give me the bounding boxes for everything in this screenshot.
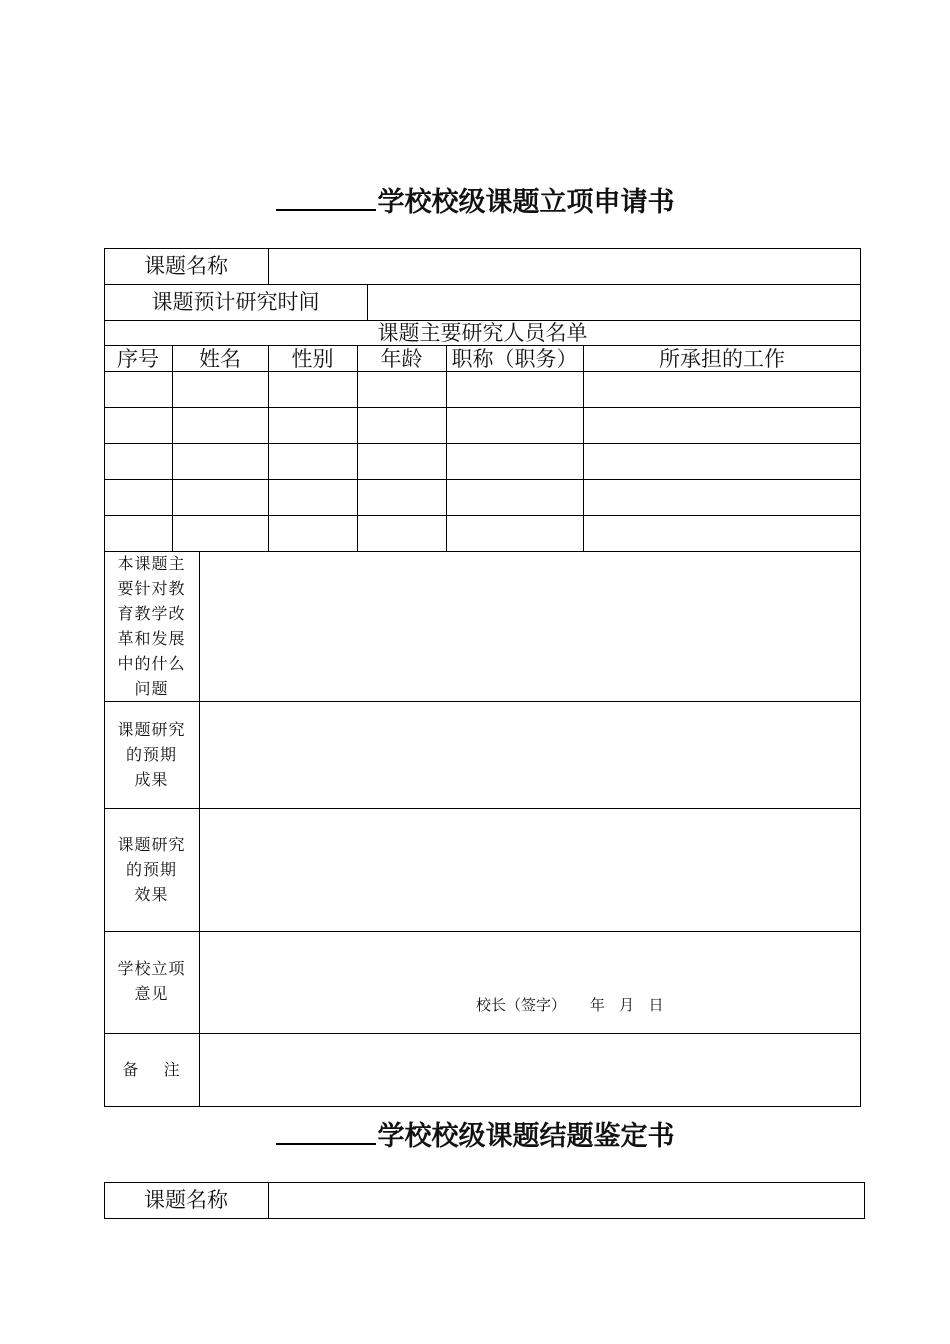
col-header-index: 序号	[117, 347, 159, 371]
row-divider	[104, 479, 861, 480]
principal-signature-line: 校长（签字） 年 月 日	[476, 996, 664, 1014]
title-blank-line	[276, 1119, 376, 1145]
members-heading: 课题主要研究人员名单	[377, 321, 588, 345]
project-name-field[interactable]	[269, 254, 860, 278]
col-divider	[268, 345, 269, 551]
effect-label	[104, 832, 199, 907]
col-header-age: 年龄	[380, 347, 423, 371]
table-row[interactable]	[104, 522, 861, 546]
issue-label-line: 革和发展	[117, 629, 186, 648]
effect-label-line: 效果	[134, 885, 169, 904]
table-row[interactable]	[104, 450, 861, 474]
row-divider	[104, 443, 861, 444]
project-name-label: 课题名称	[144, 254, 228, 278]
row-divider	[104, 515, 861, 516]
effect-label-line: 的预期	[125, 860, 177, 879]
table-row[interactable]	[104, 378, 861, 402]
col-divider	[446, 345, 447, 551]
outcome-label-line: 的预期	[125, 745, 177, 764]
issue-label	[104, 551, 199, 701]
issue-label-line: 要针对教	[117, 579, 186, 598]
title-blank-line	[276, 185, 376, 211]
col-divider	[583, 345, 584, 551]
opinion-label	[104, 956, 199, 1006]
col-header-gender: 性别	[291, 347, 334, 371]
issue-label-line: 育教学改	[117, 604, 186, 623]
outcome-field[interactable]	[200, 702, 860, 807]
completion-title-text: 学校校级课题结题鉴定书	[377, 1121, 675, 1152]
issue-label-line: 本课题主	[117, 554, 186, 573]
row-divider	[104, 371, 861, 372]
outcome-label-line: 课题研究	[117, 720, 186, 739]
completion-title	[0, 1114, 950, 1153]
col-divider	[357, 345, 358, 551]
completion-project-name-field[interactable]	[269, 1188, 864, 1212]
remarks-label: 备 注	[122, 1060, 181, 1079]
research-time-field[interactable]	[368, 290, 860, 314]
remarks-field[interactable]	[200, 1034, 860, 1106]
outcome-label-line: 成果	[134, 770, 169, 789]
table-row[interactable]	[104, 414, 861, 438]
row-divider	[104, 284, 861, 285]
issue-label-line: 问题	[134, 679, 169, 698]
application-title	[0, 180, 950, 219]
row-divider	[104, 407, 861, 408]
opinion-field[interactable]	[200, 932, 860, 1032]
col-header-work: 所承担的工作	[659, 347, 785, 371]
completion-project-name-label: 课题名称	[144, 1188, 228, 1212]
row-divider	[104, 345, 861, 346]
table-row[interactable]	[104, 486, 861, 510]
opinion-label-line: 意见	[134, 984, 169, 1003]
effect-label-line: 课题研究	[117, 835, 186, 854]
opinion-label-line: 学校立项	[117, 959, 186, 978]
outcome-label	[104, 717, 199, 792]
col-divider	[172, 345, 173, 551]
effect-field[interactable]	[200, 809, 860, 930]
issue-label-line: 中的什么	[117, 654, 186, 673]
research-time-label: 课题预计研究时间	[151, 290, 320, 314]
application-title-text: 学校校级课题立项申请书	[377, 187, 675, 218]
issue-field[interactable]	[200, 552, 860, 700]
col-header-name: 姓名	[199, 347, 241, 371]
col-header-title: 职称（职务）	[451, 347, 578, 371]
